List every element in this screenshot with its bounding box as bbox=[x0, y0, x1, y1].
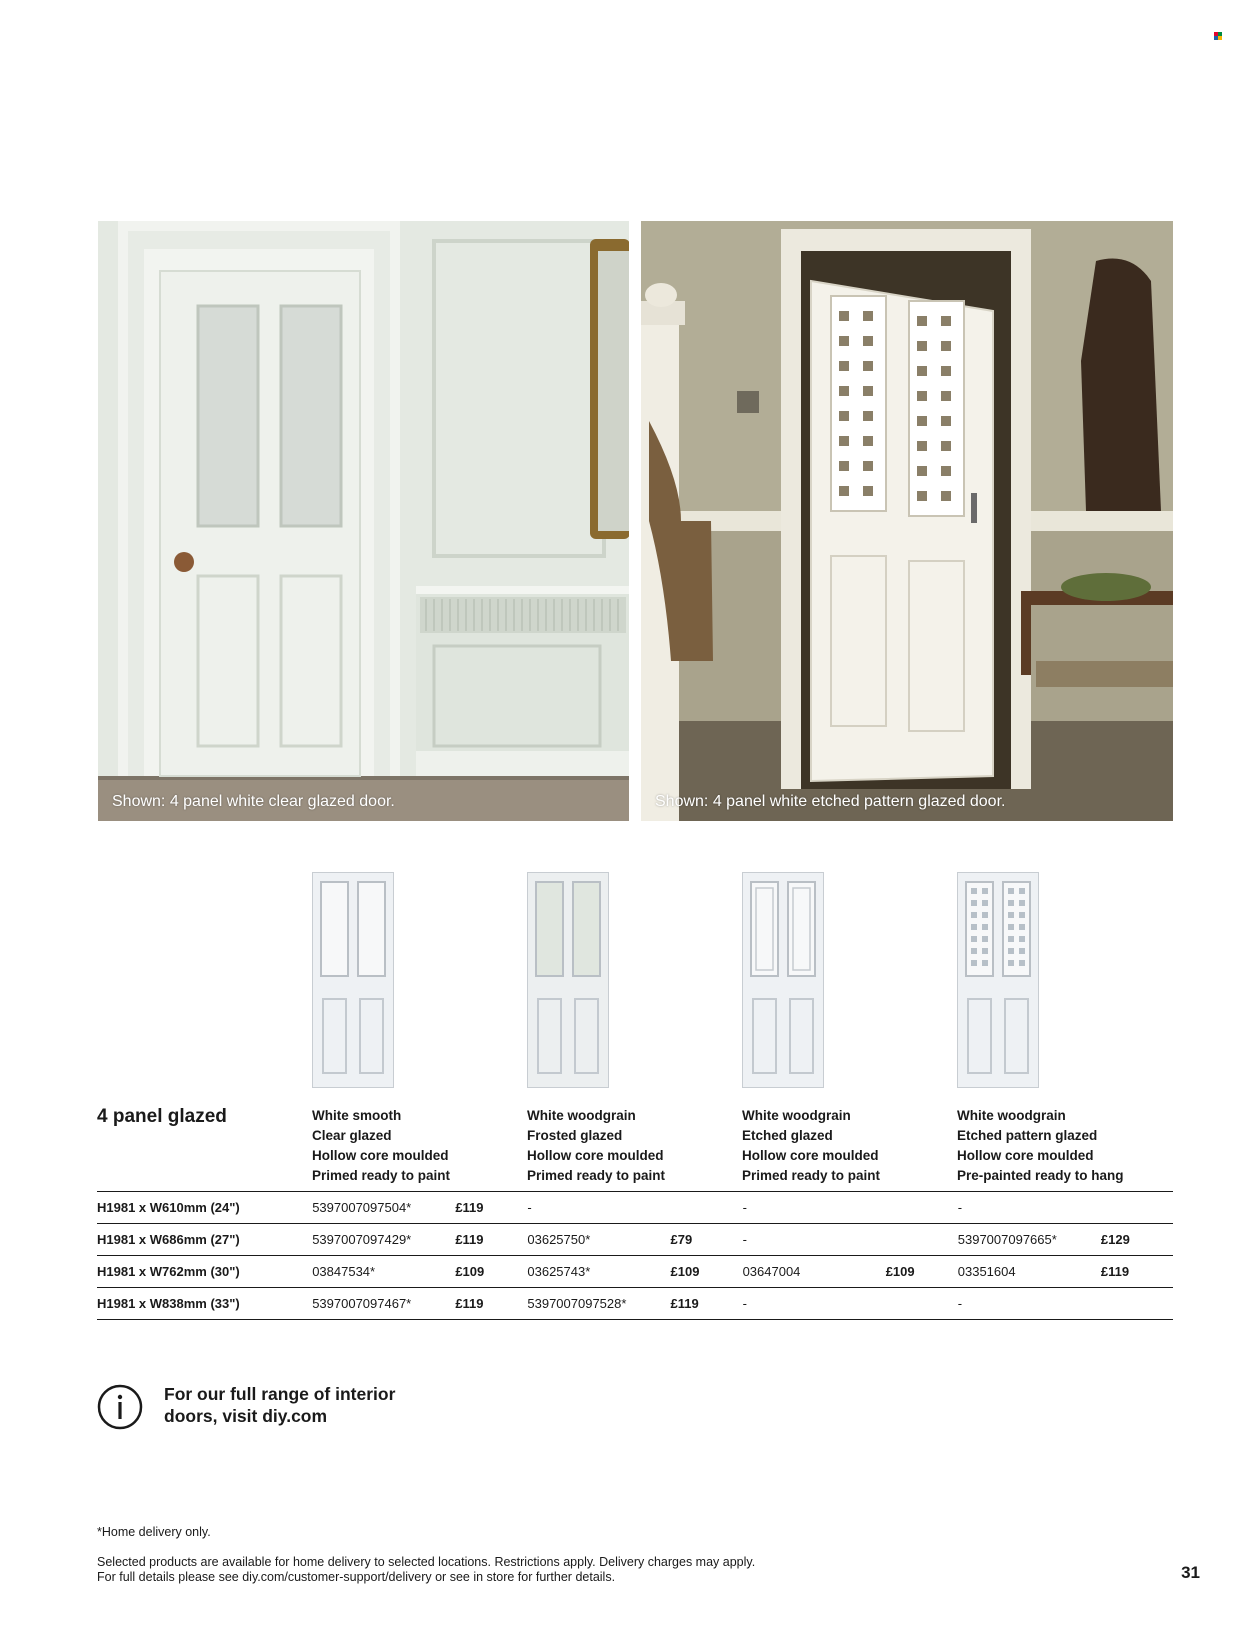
size-cell: H1981 x W762mm (30") bbox=[97, 1264, 240, 1279]
product-code: 5397007097467* bbox=[312, 1296, 412, 1311]
product-code: - bbox=[742, 1296, 747, 1311]
product-spec bbox=[742, 1106, 957, 1186]
size-cell: H1981 x W686mm (27") bbox=[97, 1232, 240, 1247]
door-thumbnail-etched-glazed bbox=[742, 872, 824, 1088]
price: £109 bbox=[670, 1264, 700, 1279]
product-code: 03847534* bbox=[312, 1264, 376, 1279]
delivery-note bbox=[97, 1555, 755, 1585]
price: £119 bbox=[455, 1200, 484, 1215]
product-code: - bbox=[527, 1200, 532, 1215]
product-spec bbox=[957, 1106, 1172, 1186]
spec-finish: White woodgrain bbox=[742, 1108, 851, 1123]
price bbox=[1101, 1288, 1173, 1320]
door-thumbnail-etched-pattern-glazed bbox=[957, 872, 1039, 1088]
spec-glazing: Etched pattern glazed bbox=[957, 1128, 1098, 1143]
bq-logo-icon bbox=[1214, 32, 1222, 40]
info-icon bbox=[97, 1384, 143, 1430]
door-photo-illustration bbox=[98, 221, 629, 821]
price: £129 bbox=[1100, 1232, 1130, 1247]
spec-glazing: Clear glazed bbox=[312, 1128, 392, 1143]
product-code: - bbox=[957, 1296, 963, 1311]
product-code: 5397007097429* bbox=[312, 1232, 412, 1247]
door-thumbnail-frosted-glazed bbox=[527, 872, 609, 1088]
price bbox=[886, 1288, 958, 1320]
spec-core: Hollow core moulded bbox=[312, 1148, 449, 1163]
delivery-line: Selected products are available for home delivery to selected locations. Restrictions apply. Delivery charges may apply. bbox=[97, 1555, 756, 1569]
door-photo-illustration bbox=[641, 221, 1173, 821]
product-code: 03625750* bbox=[527, 1232, 591, 1247]
price bbox=[1101, 1192, 1173, 1224]
spec-glazing: Etched glazed bbox=[742, 1128, 833, 1143]
size-cell: H1981 x W610mm (24") bbox=[97, 1200, 240, 1215]
price: £119 bbox=[455, 1232, 484, 1247]
product-code: 03351604 bbox=[957, 1264, 1016, 1279]
product-code: 5397007097665* bbox=[957, 1232, 1057, 1247]
door-photo-etched-pattern bbox=[641, 221, 1173, 821]
spec-finish: White woodgrain bbox=[527, 1108, 636, 1123]
delivery-line: For full details please see diy.com/customer-support/delivery or see in store for further details. bbox=[97, 1570, 616, 1584]
spec-core: Hollow core moulded bbox=[527, 1148, 664, 1163]
size-cell: H1981 x W838mm (33") bbox=[97, 1296, 240, 1311]
spec-core: Hollow core moulded bbox=[742, 1148, 879, 1163]
page-number: 31 bbox=[1181, 1563, 1200, 1582]
table-row bbox=[97, 1224, 1173, 1256]
product-spec bbox=[312, 1106, 527, 1186]
info-line: For our full range of interior bbox=[164, 1384, 396, 1404]
product-spec bbox=[527, 1106, 742, 1186]
spec-paint: Pre-painted ready to hang bbox=[957, 1168, 1124, 1183]
price: £109 bbox=[885, 1264, 915, 1279]
price bbox=[886, 1224, 958, 1256]
spec-paint: Primed ready to paint bbox=[312, 1168, 451, 1183]
section-title: 4 panel glazed bbox=[97, 1106, 227, 1127]
door-photo-clear-glazed bbox=[98, 221, 629, 821]
table-row bbox=[97, 1288, 1173, 1320]
product-code: - bbox=[742, 1232, 747, 1247]
price: £119 bbox=[1100, 1264, 1130, 1279]
product-code: - bbox=[957, 1200, 963, 1215]
product-code: 03625743* bbox=[527, 1264, 591, 1279]
footnote: *Home delivery only. bbox=[97, 1525, 211, 1539]
table-row bbox=[97, 1192, 1173, 1224]
product-code: 5397007097504* bbox=[312, 1200, 412, 1215]
photo-caption: Shown: 4 panel white etched pattern glazed door. bbox=[655, 793, 1006, 810]
price bbox=[671, 1192, 743, 1224]
spec-paint: Primed ready to paint bbox=[742, 1168, 881, 1183]
price: £119 bbox=[455, 1296, 484, 1311]
spec-finish: White smooth bbox=[312, 1108, 402, 1123]
spec-paint: Primed ready to paint bbox=[527, 1168, 666, 1183]
spec-glazing: Frosted glazed bbox=[527, 1128, 623, 1143]
product-code: - bbox=[742, 1200, 747, 1215]
info-line: doors, visit diy.com bbox=[164, 1406, 328, 1426]
door-thumbnail-clear-glazed bbox=[312, 872, 394, 1088]
product-code: 03647004 bbox=[742, 1264, 801, 1279]
spec-finish: White woodgrain bbox=[957, 1108, 1066, 1123]
price bbox=[886, 1192, 958, 1224]
product-code: 5397007097528* bbox=[527, 1296, 627, 1311]
photo-caption: Shown: 4 panel white clear glazed door. bbox=[112, 793, 395, 810]
info-callout bbox=[164, 1383, 395, 1427]
price: £109 bbox=[455, 1264, 485, 1279]
table-row bbox=[97, 1256, 1173, 1288]
spec-core: Hollow core moulded bbox=[957, 1148, 1094, 1163]
price: £79 bbox=[670, 1232, 693, 1247]
price-table bbox=[97, 1191, 1173, 1320]
price: £119 bbox=[670, 1296, 699, 1311]
